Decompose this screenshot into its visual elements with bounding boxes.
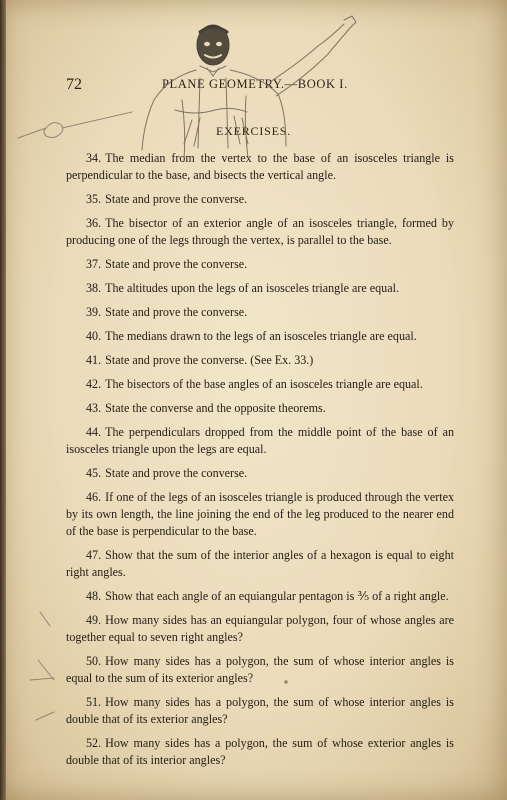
exercise-number: 48. (86, 589, 102, 603)
exercise-text: State and prove the converse. (105, 257, 248, 271)
exercise-item (66, 191, 454, 208)
exercise-number: 46. (86, 490, 102, 504)
exercise-number: 43. (86, 401, 102, 415)
section-title: EXERCISES. (215, 124, 291, 138)
exercise-number: 39. (86, 305, 102, 319)
exercise-item (66, 280, 454, 297)
exercise-item (66, 150, 454, 184)
exercise-text: State the converse and the opposite theorems. (105, 401, 326, 415)
exercise-number: 51. (86, 695, 102, 709)
exercise-item (66, 376, 454, 393)
exercise-number: 38. (86, 281, 102, 295)
exercise-item (66, 424, 454, 458)
exercise-number: 34. (86, 151, 102, 165)
exercise-text: How many sides has a polygon, the sum of whose interior angles is equal to the sum of its exterior angles? (66, 654, 454, 685)
exercise-text: If one of the legs of an isosceles triangle is produced through the vertex by its own length, the line joining the end of the leg produced to the nearer end of the base is perpendicular to the base. (66, 490, 454, 538)
exercise-number: 42. (86, 377, 102, 391)
exercise-text: State and prove the converse. (See Ex. 33.) (105, 353, 314, 367)
exercise-item (66, 256, 454, 273)
page-number: 72 (66, 76, 82, 93)
exercise-number: 50. (86, 654, 102, 668)
exercise-item (66, 735, 454, 769)
exercise-text: State and prove the converse. (105, 466, 248, 480)
exercise-item (66, 694, 454, 728)
exercise-text: The bisectors of the base angles of an isosceles triangle are equal. (105, 377, 423, 391)
exercise-item (66, 215, 454, 249)
exercise-item (66, 588, 454, 605)
running-head (0, 76, 507, 96)
exercise-item (66, 489, 454, 540)
exercise-item (66, 352, 454, 369)
exercise-item (66, 612, 454, 646)
exercise-number: 44. (86, 425, 102, 439)
exercise-item (66, 328, 454, 345)
exercise-number: 47. (86, 548, 102, 562)
exercise-text: The bisector of an exterior angle of an isosceles triangle, formed by producing one of the legs through the vertex, is parallel to the base. (66, 216, 454, 247)
exercise-number: 35. (86, 192, 102, 206)
running-title: PLANE GEOMETRY.—BOOK I. (162, 77, 348, 91)
exercise-item (66, 400, 454, 417)
exercise-item (66, 653, 454, 687)
exercise-number: 45. (86, 466, 102, 480)
exercise-item (66, 547, 454, 581)
exercise-text: The medians drawn to the legs of an isosceles triangle are equal. (105, 329, 417, 343)
exercise-number: 37. (86, 257, 102, 271)
exercise-text: Show that each angle of an equiangular pentagon is ⅗ of a right angle. (105, 589, 449, 603)
exercise-text: The median from the vertex to the base of an isosceles triangle is perpendicular to the base, and bisects the vertical angle. (66, 151, 454, 182)
exercise-text: State and prove the converse. (105, 305, 248, 319)
exercise-number: 41. (86, 353, 102, 367)
exercise-text: State and prove the converse. (105, 192, 248, 206)
exercise-item (66, 465, 454, 482)
exercise-item (66, 304, 454, 321)
exercise-number: 36. (86, 216, 102, 230)
exercise-text: The perpendiculars dropped from the middle point of the base of an isosceles triangle upon the legs are equal. (66, 425, 454, 456)
exercise-text: The altitudes upon the legs of an isosceles triangle are equal. (105, 281, 399, 295)
exercise-text: How many sides has a polygon, the sum of whose interior angles is double that of its exterior angles? (66, 695, 454, 726)
exercise-number: 49. (86, 613, 102, 627)
book-spine-shadow (0, 0, 6, 800)
exercise-list (66, 150, 454, 776)
exercise-text: How many sides has a polygon, the sum of whose exterior angles is double that of its interior angles? (66, 736, 454, 767)
exercise-text: How many sides has an equiangular polygon, four of whose angles are together equal to seven right angles? (66, 613, 454, 644)
exercise-number: 40. (86, 329, 102, 343)
exercise-number: 52. (86, 736, 102, 750)
exercise-text: Show that the sum of the interior angles of a hexagon is equal to eight right angles. (66, 548, 454, 579)
